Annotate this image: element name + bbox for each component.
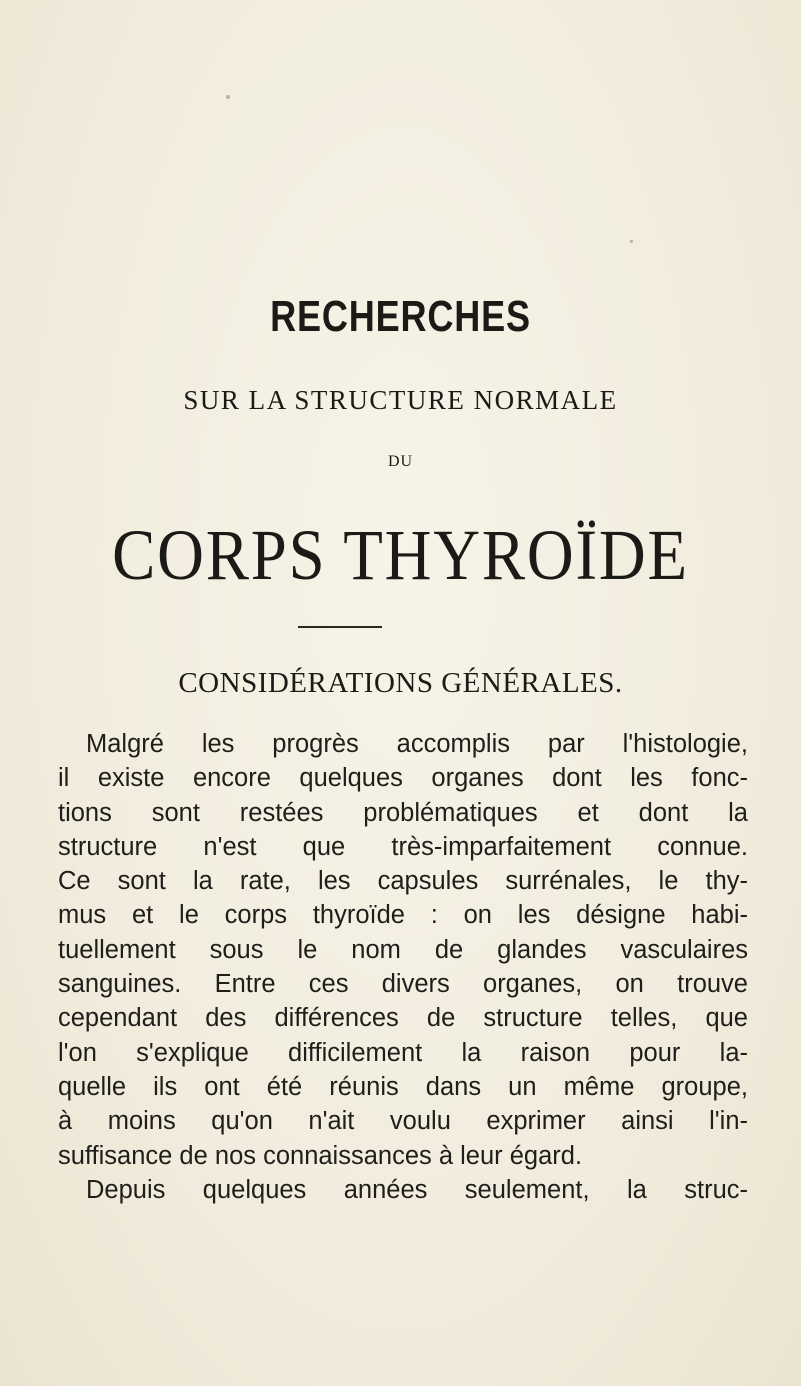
body-paragraph: [58, 727, 748, 1207]
text-line: tions sont restées problématiques et dont la: [58, 798, 748, 827]
text-line: sanguines. Entre ces divers organes, on trouve: [58, 970, 748, 999]
text-line: suffisance de nos connaissances à leur égard.: [58, 1141, 583, 1170]
text-line: quelle ils ont été réunis dans un même groupe,: [58, 1072, 748, 1101]
document-title: CORPS THYROÏDE: [112, 515, 689, 595]
heading-sub: SUR LA STRUCTURE NORMALE: [183, 385, 618, 415]
text-line: cependant des différences de structure telles, que: [58, 1004, 748, 1033]
text-line: l'on s'explique difficilement la raison pour la-: [58, 1038, 748, 1067]
heading-main: RECHERCHES: [270, 292, 531, 341]
text-line: structure n'est que très-imparfaitement connue.: [58, 832, 748, 861]
section-title: CONSIDÉRATIONS GÉNÉRALES.: [178, 667, 623, 699]
title-rule: [298, 626, 382, 628]
text-line: il existe encore quelques organes dont les fonc-: [58, 764, 748, 793]
text-line: à moins qu'on n'ait voulu exprimer ainsi l'in-: [58, 1107, 748, 1136]
text-line: Depuis quelques années seulement, la struc-: [86, 1175, 748, 1204]
text-line: Ce sont la rate, les capsules surrénales, le thy-: [58, 867, 748, 896]
paper-speck: [630, 240, 633, 243]
text-line: Malgré les progrès accomplis par l'histologie,: [86, 730, 748, 758]
text-line: mus et le corps thyroïde : on les désigne habi-: [58, 901, 748, 930]
text-line: tuellement sous le nom de glandes vasculaires: [58, 935, 748, 964]
heading-du: DU: [387, 453, 414, 470]
paper-speck: [226, 95, 230, 99]
